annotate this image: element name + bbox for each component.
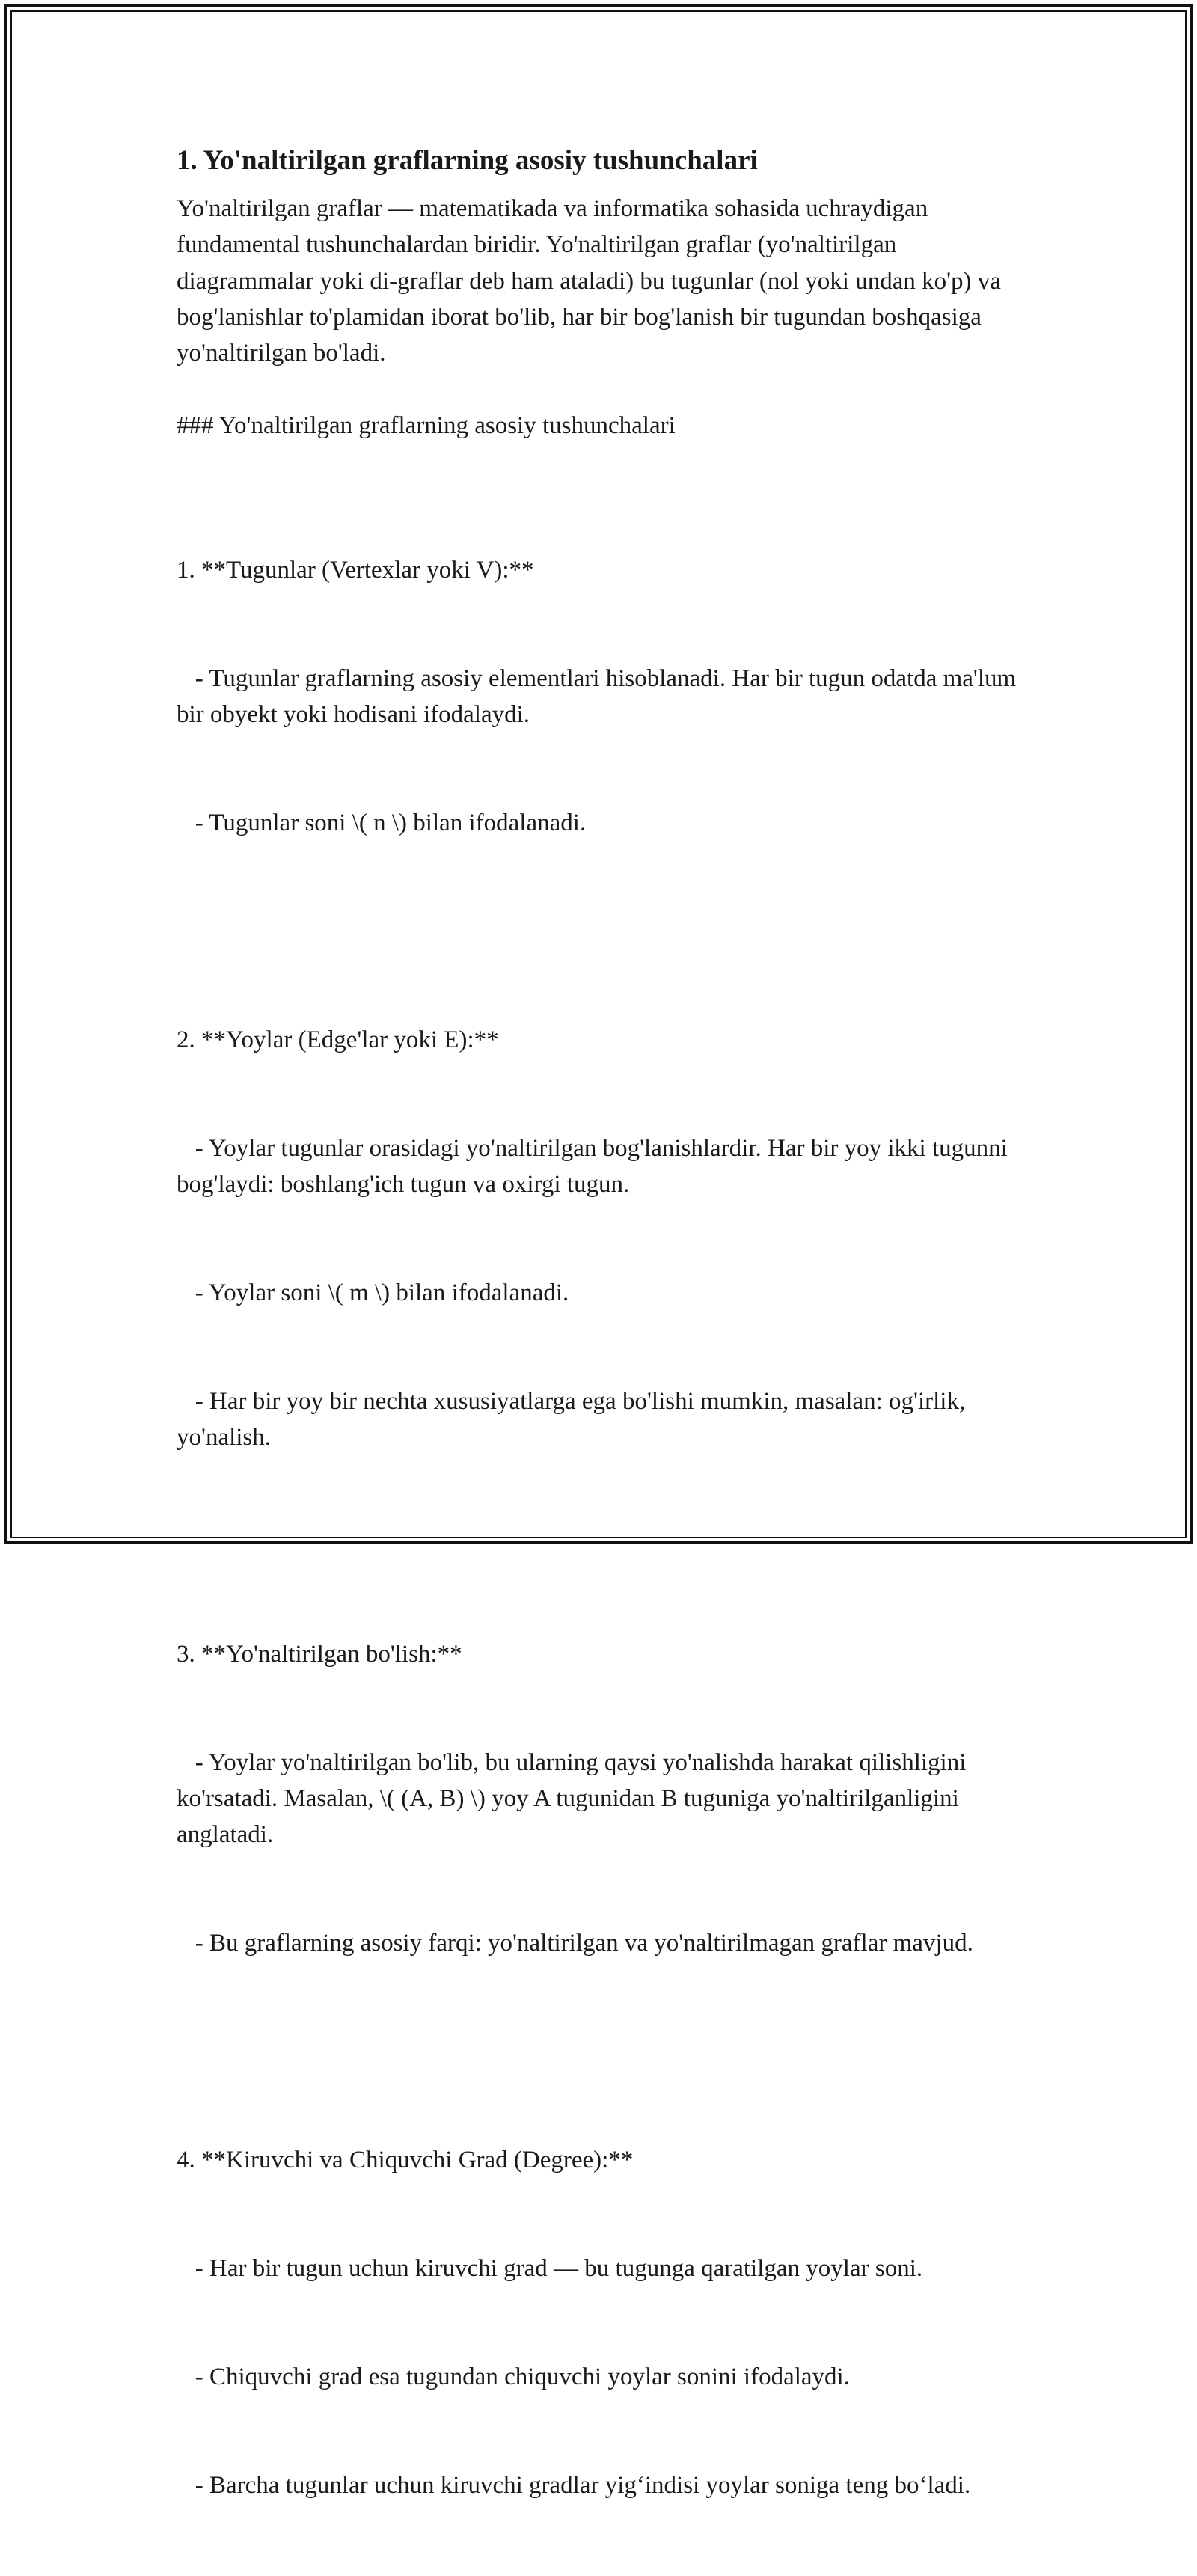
list-item-title: 2. **Yoylar (Edge'lar yoki E):** (177, 1026, 499, 1053)
spacer (177, 2034, 1037, 2069)
list-item-yoylar (177, 949, 1037, 1528)
spacer (177, 371, 1037, 407)
list-item-line: - Bu graflarning asosiy farqi: yo'naltirilgan va yo'naltirilmagan graflar mavjud. (177, 1930, 973, 1957)
intro-paragraph: Yo'naltirilgan graflar — matematikada va informatika sohasida uchraydigan fundamental tushunchalardan biridir. Yo'naltirilgan graflar (yo'naltirilgan diagrammalar yoki di-graflar deb ham ataladi) bu tugunlar (nol yoki undan ko'p) va bog'lanishlar to'plamidan iborat bo'lib, har bir bog'lanish bir tugundan boshqasiga yo'naltirilgan bo'ladi. (177, 195, 1008, 367)
list-item-line: - Chiquvchi grad esa tugundan chiquvchi yoylar sonini ifodalaydi. (177, 2363, 850, 2390)
page-title: 1. Yo'naltirilgan graflarning asosiy tushunchalari (177, 145, 758, 176)
list-item-grad (177, 2069, 1037, 2575)
list-item-line: - Yoylar yo'naltirilgan bo'lib, bu ularning qaysi yo'nalishda harakat qilishligini ko'rsatadi. Masalan, \( (A, B) \) yoy A tugunidan B tuguniga yo'naltirilganligini anglatadi. (177, 1749, 973, 1849)
list-item-title: 3. **Yo'naltirilgan bo'lish:** (177, 1640, 462, 1668)
spacer (177, 1528, 1037, 1564)
list-item-line: - Yoylar soni \( m \) bilan ifodalanadi. (177, 1279, 569, 1306)
list-item-line: - Har bir tugun uchun kiruvchi grad — bu tugunga qaratilgan yoylar soni. (177, 2254, 923, 2282)
list-item-title: 4. **Kiruvchi va Chiquvchi Grad (Degree):** (177, 2147, 634, 2174)
section-subheading: ### Yo'naltirilgan graflarning asosiy tushunchalari (177, 412, 676, 439)
list-item-line: - Barcha tugunlar uchun kiruvchi gradlar yig‘indisi yoylar soniga teng bo‘ladi. (177, 2471, 971, 2499)
list-item-line: - Har bir yoy bir nechta xususiyatlarga ega bo'lishi mumkin, masalan: og'irlik, yo'nalish. (177, 1387, 972, 1451)
spacer (177, 444, 1037, 480)
list-item-line: - Tugunlar graflarning asosiy elementlari hisoblanadi. Har bir tugun odatda ma'lum bir obyekt yoki hodisani ifodalaydi. (177, 664, 1023, 729)
list-item-yonaltirilgan-bolish (177, 1564, 1037, 2034)
document-body (177, 137, 1037, 2576)
list-item-title: 1. **Tugunlar (Vertexlar yoki V):** (177, 556, 534, 584)
spacer (177, 914, 1037, 949)
list-item-tugunlar (177, 480, 1037, 914)
list-item-line: - Yoylar tugunlar orasidagi yo'naltirilgan bog'lanishlardir. Har bir yoy ikki tugunni bog'laydi: boshlang'ich tugun va oxirgi tugun. (177, 1134, 1014, 1199)
list-item-line: - Tugunlar soni \( n \) bilan ifodalanadi. (177, 810, 587, 837)
